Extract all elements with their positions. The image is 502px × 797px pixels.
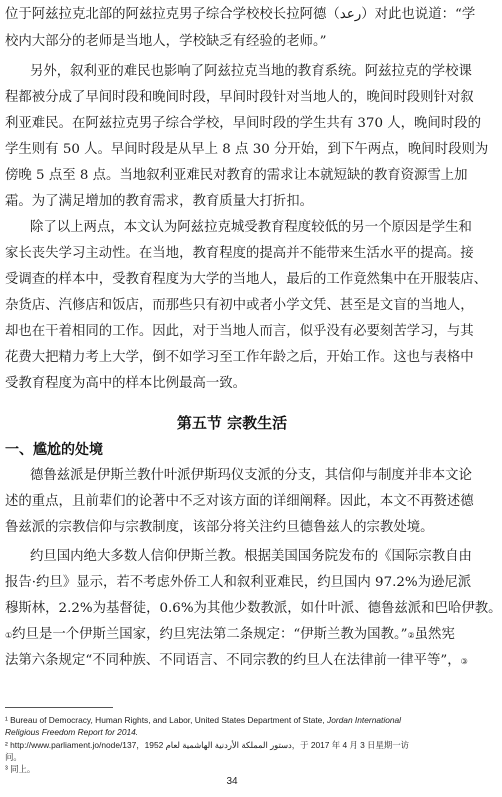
footnote-2[interactable]: ² http://www.parliament.jo/node/137，1952 دستور المملكة الأردنية الهاشمية لعام，于 2017 年 4 月 3 日星期一访 — [5, 740, 410, 750]
text-line: 穆斯林，2.2%为基督徒，0.6%为其他少数教派，如什叶派、德鲁兹派和巴哈伊教。 — [5, 601, 502, 616]
text-line: 傍晚 5 点至 8 点。当地叙利亚难民对教育的需求让本就短缺的教育资源雪上加 — [5, 168, 468, 183]
text-line: 受教育程度为高中的样本比例最高一致。 — [5, 376, 247, 391]
text-line: 述的重点，且前辈们的论著中不乏对该方面的详细阐释。因此，本文不再赘述德 — [5, 494, 474, 509]
footnote-mark[interactable]: ② — [407, 631, 415, 640]
text-line: 霜。为了满足增加的教育需求，教育质量大打折扣。 — [5, 194, 313, 209]
footnote-number: ¹ — [5, 715, 8, 725]
text-line — [5, 626, 457, 644]
footnote-mark[interactable]: ③ — [460, 657, 468, 666]
text-line: 学生则有 50 人。早间时段是从早上 8 点 30 分开始，到下午两点，晚间时段则为 — [5, 142, 489, 157]
text-line: 报告·约旦》显示，若不考虑外侨工人和叙利亚难民，约旦国内 97.2%为逊尼派 — [5, 575, 472, 590]
subsection-title: 一、尴尬的处境 — [5, 442, 103, 458]
text-line: 除了以上两点，本文认为阿兹拉克城受教育程度较低的另一个原因是学生和 — [30, 220, 472, 235]
footnote-1-cont: Religious Freedom Report for 2014. — [5, 727, 139, 737]
text-line: 约旦国内绝大多数人信仰伊斯兰教。根据美国国务院发布的《国际宗教自由 — [30, 549, 472, 564]
page-number: 34 — [226, 776, 238, 787]
footnote-3: ³ 同上。 — [5, 764, 36, 774]
text-line: 另外，叙利亚的难民也影响了阿兹拉克当地的教育系统。阿兹拉克的学校课 — [30, 64, 472, 79]
text-line: 家长丧失学习主动性。在当地，教育程度的提高并不能带来生活水平的提高。接 — [5, 246, 474, 261]
footnote-text: Bureau of Democracy, Human Rights, and Labor, United States Department of State, — [10, 715, 327, 725]
footnote-mark[interactable]: ① — [5, 631, 13, 640]
text-span: 约旦是一个伊斯兰国家，约旦宪法第二条规定：“伊斯兰教为国教。” — [12, 627, 408, 642]
footnote-title: Jordan International — [327, 715, 402, 725]
text-line: 却也在干着相同的工作。因此，对于当地人而言，似乎没有必要刻苦学习，与其 — [5, 324, 474, 339]
text-line: 德鲁兹派是伊斯兰教什叶派伊斯玛仪支派的分支，其信仰与制度并非本文论 — [30, 468, 472, 483]
text-line: 受调查的样本中，受教育程度为大学的当地人，最后的工作竟然集中在开服装店、 — [5, 272, 488, 287]
text-line — [5, 652, 468, 670]
text-span: 法第六条规定“不同种族、不同语言、不同宗教的约旦人在法律前一律平等”， — [5, 653, 461, 668]
text-span: 虽然宪 — [414, 627, 455, 642]
footnote-divider — [5, 707, 113, 708]
footnote-1 — [5, 715, 457, 726]
text-line: 杂货店、汽修店和饭店，而那些只有初中或者小学文凭、甚至是文盲的当地人， — [5, 298, 474, 313]
text-line: 鲁兹派的宗教信仰与宗教制度，该部分将关注约旦德鲁兹人的宗教处境。 — [5, 520, 434, 535]
footnote-2-cont: 问。 — [5, 752, 22, 762]
text-line: 利亚难民。在阿兹拉克男子综合学校，早间时段的学生共有 370 人，晚间时段的 — [5, 116, 481, 131]
text-line: 位于阿兹拉克北部的阿兹拉克男子综合学校校长拉阿德（رعد）对此也说道：“学 — [5, 7, 476, 22]
text-line: 校内大部分的老师是当地人，学校缺乏有经验的老师。” — [5, 34, 327, 49]
text-line: 程都被分成了早间时段和晚间时段，早间时段针对当地人的，晚间时段则针对叙 — [5, 90, 474, 105]
section-title: 第五节 宗教生活 — [176, 414, 288, 432]
text-line: 花费大把精力考上大学，倒不如学习至工作年龄之后，开始工作。这也与表格中 — [5, 350, 474, 365]
